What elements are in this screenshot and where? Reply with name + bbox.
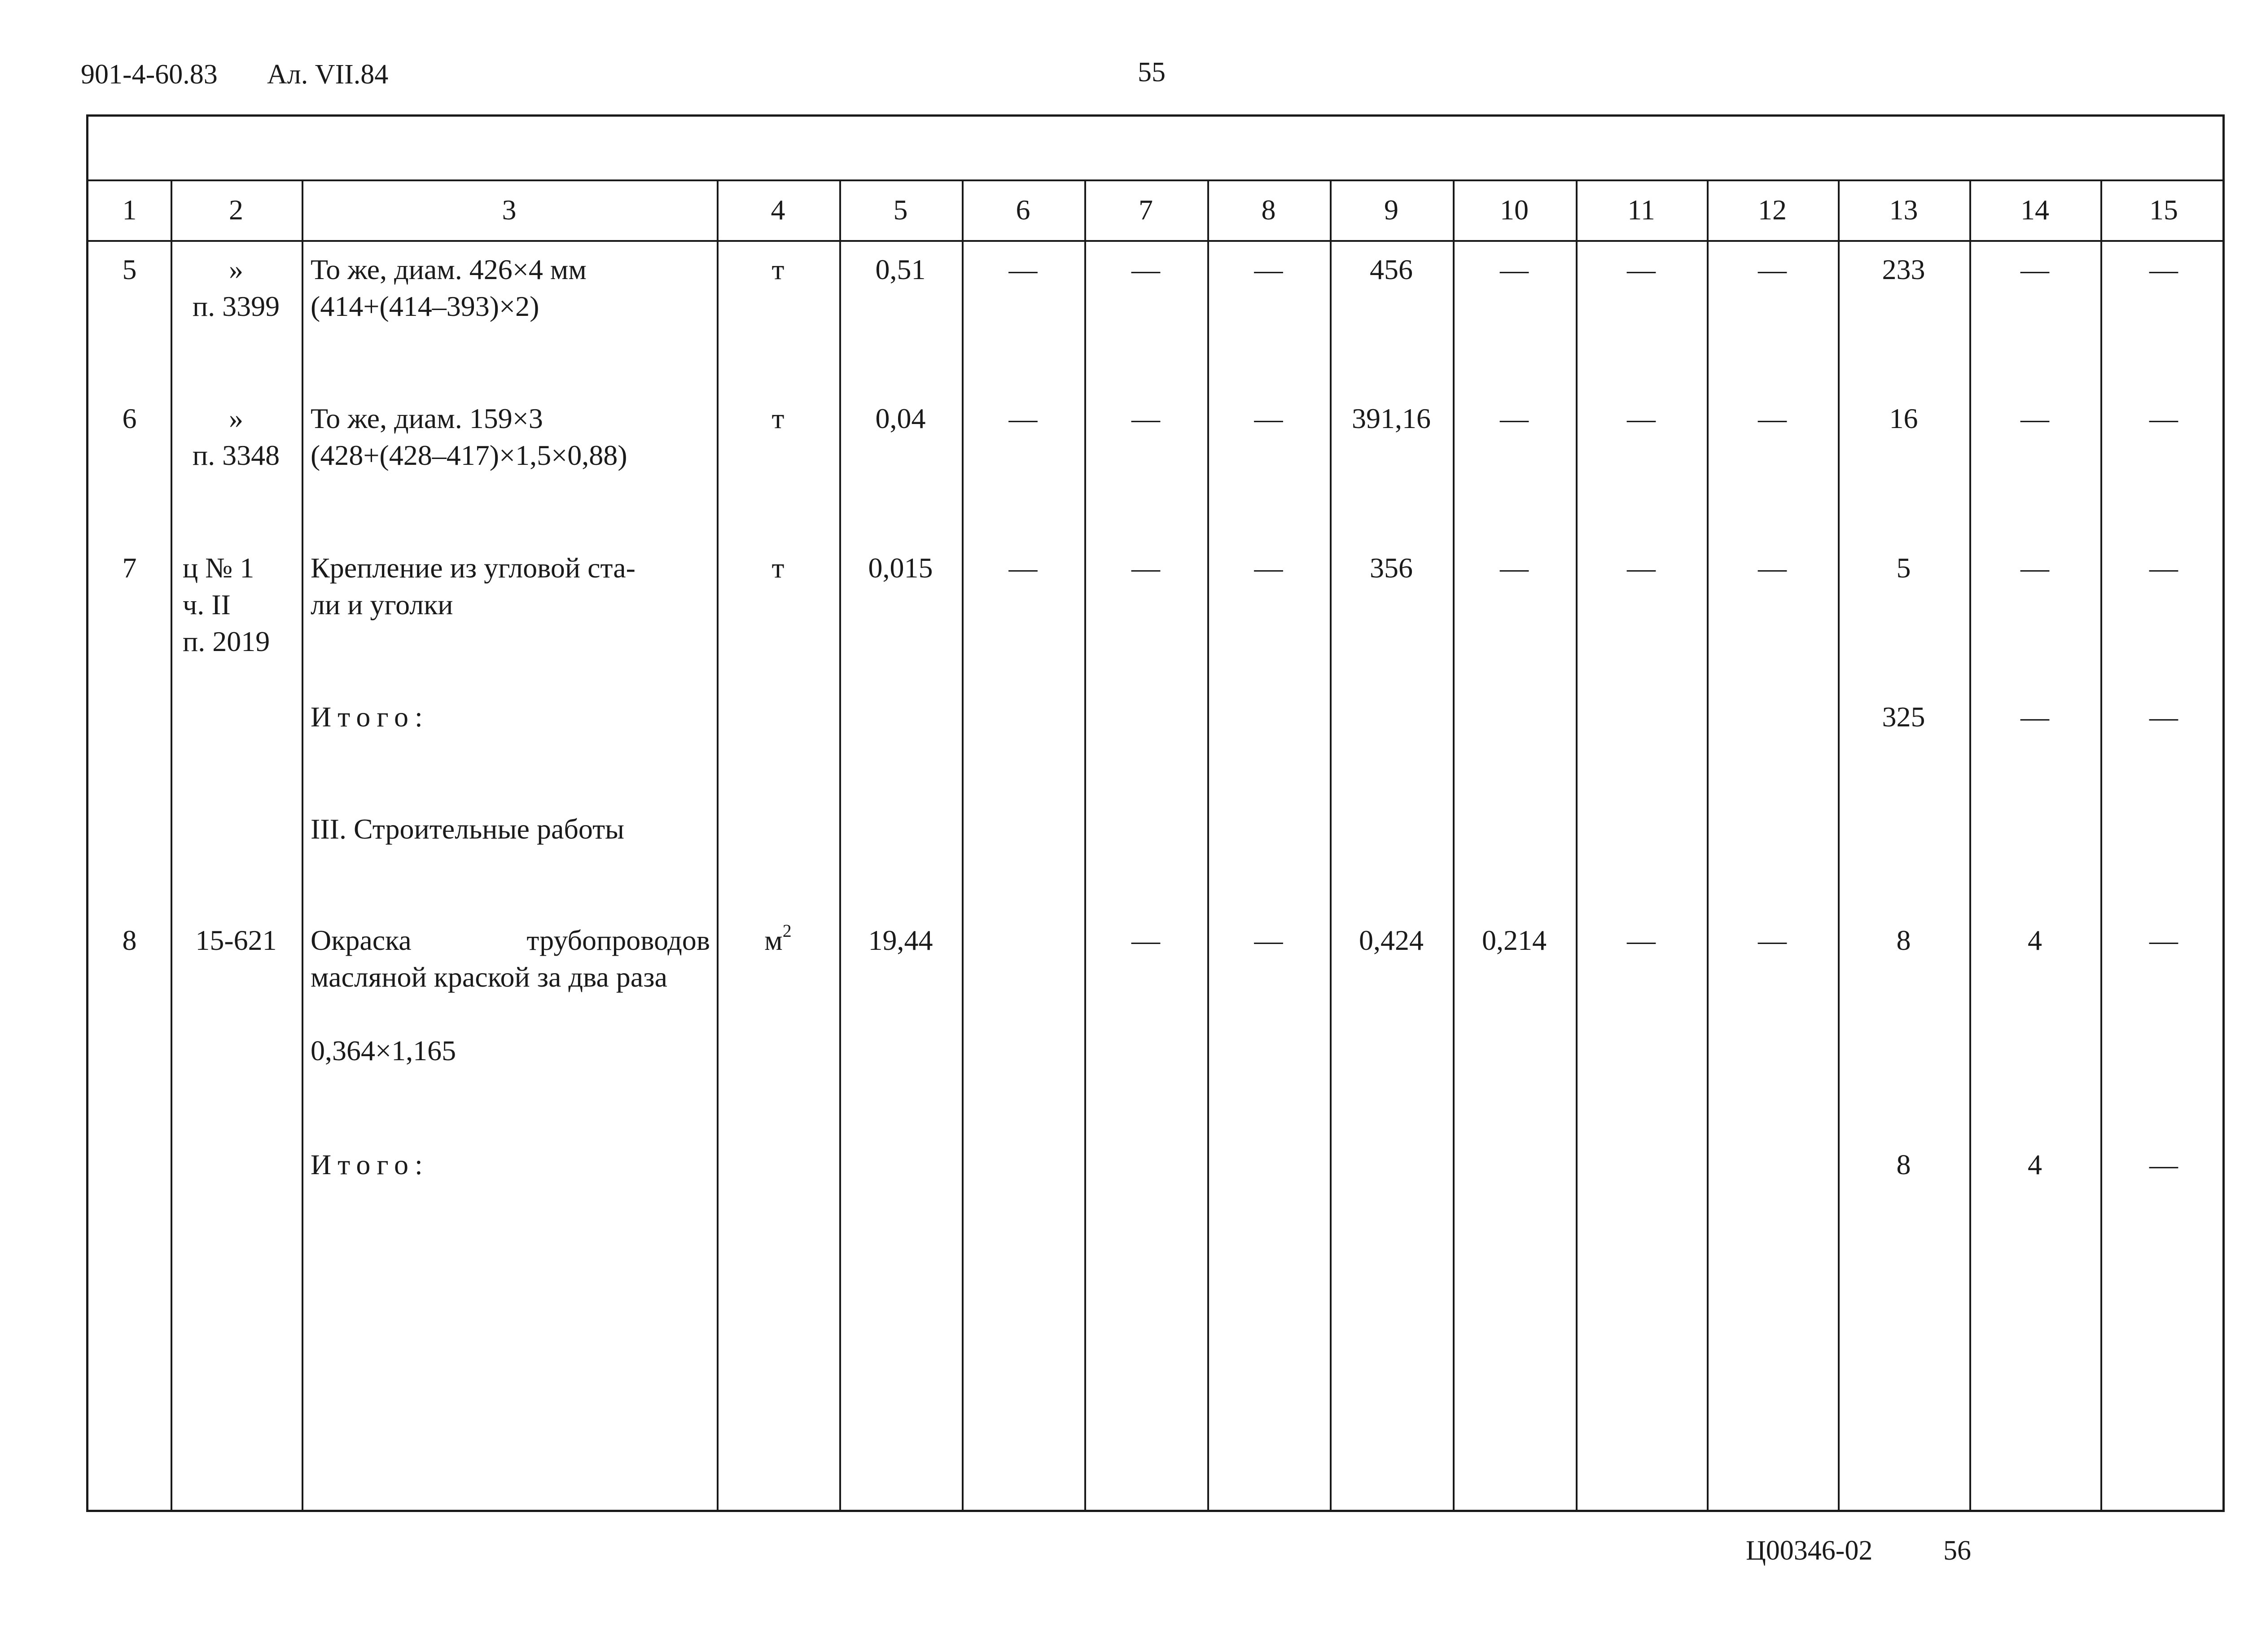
value-col8: — [1254,253,1283,285]
description-line: Окраска трубопроводов масляной краской за два раза [311,924,710,993]
estimate-table [86,114,2225,1512]
quantity: 0,04 [875,402,926,434]
value-col13: 5 [1896,552,1911,584]
column-number: 8 [1261,194,1276,226]
subtotal-label: Итого: [311,1149,429,1180]
unit: т [771,253,785,285]
column-number: 7 [1139,194,1153,226]
value-col7: — [1131,402,1160,434]
column-divider [1576,179,1578,1510]
column-number: 4 [771,194,785,226]
column-number: 1 [122,194,137,226]
value-col15: — [2149,402,2178,434]
value-col10: — [1500,402,1529,434]
column-divider [302,179,303,1510]
column-divider [2100,179,2102,1510]
reference-line: » [229,253,243,285]
value-col6: — [1008,402,1038,434]
reference-line: ц № 1 [183,552,254,584]
unit: т [771,402,785,434]
value-col14: — [2020,253,2049,285]
column-number: 10 [1500,194,1529,226]
footer-page-number: 56 [1943,1535,1971,1566]
column-number: 6 [1016,194,1030,226]
column-number: 3 [502,194,517,226]
column-divider [1453,179,1455,1510]
value-col9: 456 [1370,253,1413,285]
row-number: 5 [122,253,137,285]
column-divider [1838,179,1840,1510]
unit-text: м [764,924,783,956]
column-number: 12 [1758,194,1787,226]
value-col13: 325 [1882,701,1925,733]
value-col15: — [2149,701,2178,733]
description-formula: 0,364×1,165 [311,1035,456,1066]
value-col12: — [1758,552,1787,584]
value-col11: — [1627,402,1656,434]
row-number: 6 [122,402,137,434]
value-col13: 8 [1896,1149,1911,1180]
value-col15: — [2149,924,2178,956]
value-col14: — [2020,402,2049,434]
value-col9: 0,424 [1359,924,1424,956]
document-code: 901-4-60.83 [81,59,218,90]
column-number: 11 [1627,194,1655,226]
column-divider [717,179,719,1510]
column-divider [839,179,841,1510]
reference-line: » [229,402,243,434]
sheet-label: Ал. VII.84 [267,59,389,90]
value-col11: — [1627,253,1656,285]
column-divider [962,179,964,1510]
column-divider [1207,179,1209,1510]
reference-line: п. 2019 [183,625,270,657]
value-col6: — [1008,552,1038,584]
column-divider [1969,179,1971,1510]
row-number: 7 [122,552,137,584]
column-divider [1707,179,1709,1510]
value-col14: 4 [2028,924,2042,956]
reference-line: п. 3348 [192,439,280,471]
description-line: Крепление из угловой ста- [311,552,636,584]
subtotal-label: Итого: [311,701,429,733]
value-col8: — [1254,402,1283,434]
column-number: 13 [1889,194,1918,226]
footer-code: Ц00346-02 [1746,1535,1873,1566]
value-col15: — [2149,253,2178,285]
value-col15: — [2149,1149,2178,1180]
column-number: 15 [2149,194,2178,226]
value-col14: — [2020,701,2049,733]
value-col8: — [1254,924,1283,956]
value-col13: 8 [1896,924,1911,956]
value-col7: — [1131,253,1160,285]
value-col13: 233 [1882,253,1925,285]
value-col9: 391,16 [1352,402,1431,434]
unit: т [771,552,785,584]
quantity: 19,44 [868,924,933,956]
value-col14: — [2020,552,2049,584]
row-number: 8 [122,924,137,956]
value-col10: 0,214 [1482,924,1547,956]
value-col8: — [1254,552,1283,584]
value-col6: — [1008,253,1038,285]
reference-line: п. 3399 [192,290,280,322]
description-line: (428+(428–417)×1,5×0,88) [311,439,627,471]
value-col7: — [1131,552,1160,584]
reference-line: ч. II [183,589,231,621]
column-divider [1084,179,1086,1510]
quantity: 0,015 [868,552,933,584]
value-col12: — [1758,924,1787,956]
column-divider [171,179,172,1510]
description-line: То же, диам. 159×3 [311,402,543,434]
table-header-blank [88,117,2222,181]
value-col11: — [1627,552,1656,584]
column-number: 14 [2020,194,2049,226]
value-col14: 4 [2028,1149,2042,1180]
value-col15: — [2149,552,2178,584]
description-line: ли и уголки [311,589,453,621]
column-number: 9 [1384,194,1398,226]
description-line: То же, диам. 426×4 мм [311,253,587,285]
value-col13: 16 [1889,402,1918,434]
unit-superscript: 2 [782,921,792,941]
value-col9: 356 [1370,552,1413,584]
quantity: 0,51 [875,253,926,285]
value-col12: — [1758,253,1787,285]
description-line: (414+(414–393)×2) [311,290,539,322]
reference-line: 15-621 [195,924,277,956]
column-number: 2 [229,194,243,226]
column-divider [1330,179,1332,1510]
value-col12: — [1758,402,1787,434]
unit [717,922,839,959]
value-col11: — [1627,924,1656,956]
value-col10: — [1500,253,1529,285]
page-number: 55 [1138,57,1166,87]
section-title: III. Строительные работы [311,813,625,845]
value-col10: — [1500,552,1529,584]
column-number: 5 [893,194,908,226]
value-col7: — [1131,924,1160,956]
